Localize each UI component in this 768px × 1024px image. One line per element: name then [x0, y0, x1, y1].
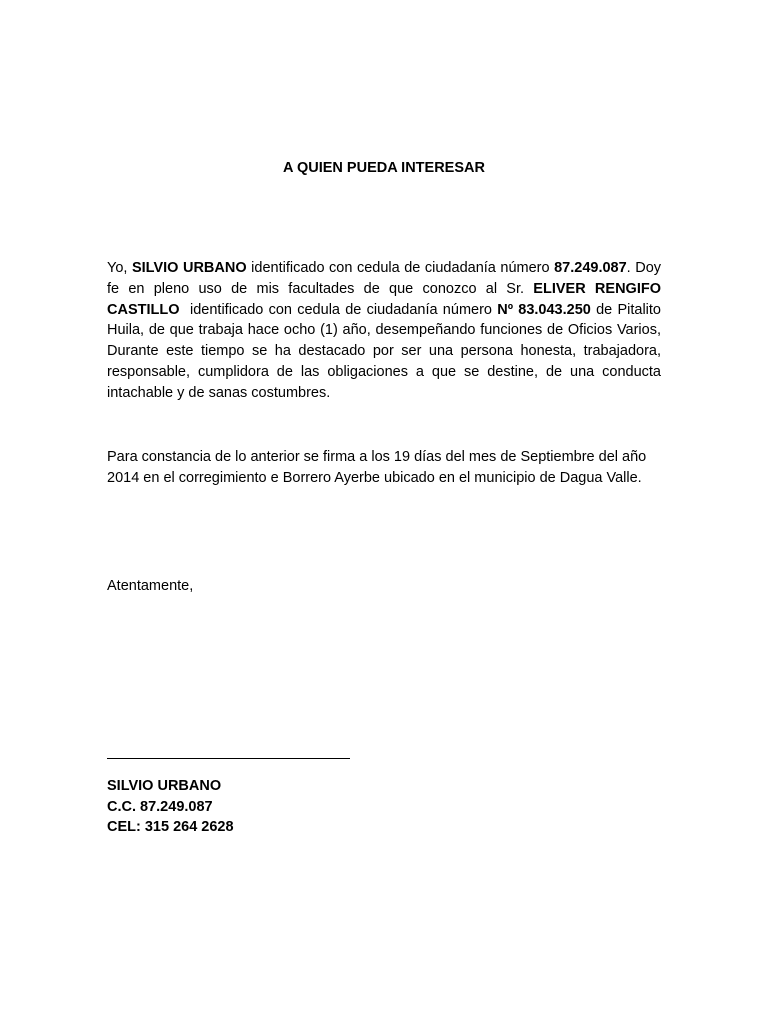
signature-line — [107, 758, 350, 759]
p1-text-5: de Pitalito Huila, de que trabaja hace ocho (1) año, desempeñando funciones de Oficios Varios, Durante este tiempo se ha destacado por ser una persona honesta, trabajadora, responsable, cumplidora de las obligaciones a que se destine, de una conducta intachable y de sanas costumbres. — [107, 301, 661, 401]
signature-cc: C.C. 87.249.087 — [107, 798, 213, 815]
body-paragraph-2: Para constancia de lo anterior se firma a los 19 días del mes de Septiembre del año 2014 en el corregimiento e Borrero Ayerbe ubicado en el municipio de Dagua Valle. — [107, 449, 647, 486]
signer-name-inline: SILVIO URBANO — [131, 260, 247, 276]
subject-id: Nº 83.043.250 — [497, 301, 591, 318]
signature-name: SILVIO URBANO — [107, 778, 222, 794]
signature-block — [107, 776, 234, 838]
p1-text-1: Yo, — [107, 260, 132, 276]
closing-text: Atentamente, — [107, 578, 194, 594]
p1-text-2: identificado con cedula de ciudadanía número — [246, 260, 555, 276]
body-paragraph-1 — [107, 258, 661, 404]
p1-text-3: . Doy fe en pleno uso de mis facultades de que conozco al Sr. — [107, 260, 662, 297]
document-title: A QUIEN PUEDA INTERESAR — [283, 160, 485, 176]
signer-id-inline: 87.249.087 — [554, 260, 627, 276]
p1-text-4: identificado con cedula de ciudadanía número — [179, 301, 498, 318]
subject-name: ELIVER RENGIFO CASTILLO — [107, 280, 661, 318]
signature-cel: CEL: 315 264 2628 — [107, 819, 234, 835]
